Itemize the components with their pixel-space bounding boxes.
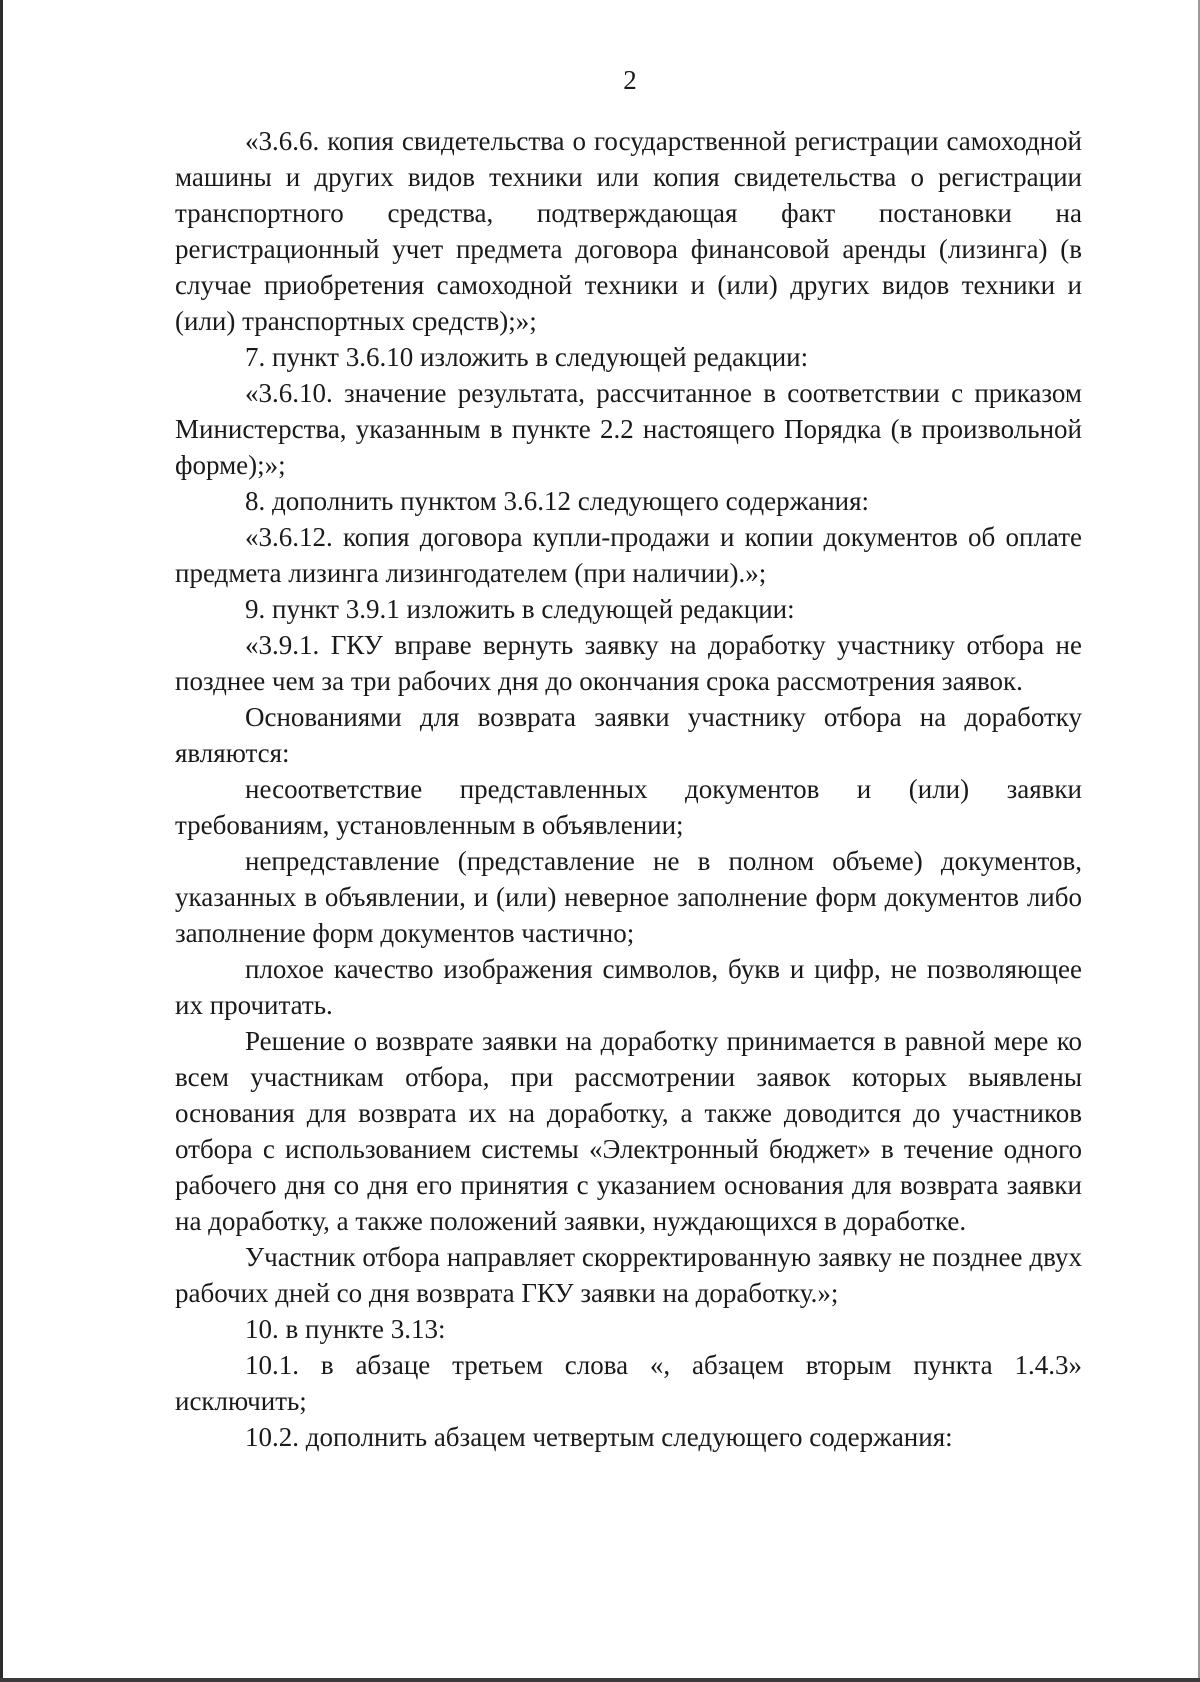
paragraph-item-9: 9. пункт 3.9.1 изложить в следующей редакции: xyxy=(245,594,795,624)
paragraph-ground-quality: плохое качество изображения символов, букв и цифр, не позволяющее их прочитать. xyxy=(175,954,1082,1020)
paragraph-3-6-12: «3.6.12. копия договора купли-продажи и копии документов об оплате предмета лизинга лизингодателем (при наличии).»; xyxy=(175,522,1082,588)
paragraph-resubmission: Участник отбора направляет скорректированную заявку не позднее двух рабочих дней со дня возврата ГКУ заявки на доработку.»; xyxy=(175,1242,1082,1308)
paragraph-3-6-6: «3.6.6. копия свидетельства о государственной регистрации самоходной машины и других видов техники или копия свидетельства о регистрации транспортного средства, подтверждающая факт постановки на регистрационный учет предмета договора финансовой аренды (лизинга) (в случае приобретения самоходной техники и (или) других видов техники и (или) транспортных средств);»; xyxy=(175,126,1082,336)
paragraph-grounds: Основаниями для возврата заявки участнику отбора на доработку являются: xyxy=(175,702,1082,768)
paragraph-ground-mismatch: несоответствие представленных документов и (или) заявки требованиям, установленным в объявлении; xyxy=(175,774,1082,840)
scan-edge-left xyxy=(0,0,3,1682)
paragraph-item-10-2: 10.2. дополнить абзацем четвертым следующего содержания: xyxy=(245,1422,953,1452)
paragraph-3-9-1: «3.9.1. ГКУ вправе вернуть заявку на доработку участнику отбора не позднее чем за три рабочих дня до окончания срока рассмотрения заявок. xyxy=(175,630,1082,696)
scan-edge-bottom xyxy=(0,1678,1200,1682)
document-body xyxy=(175,123,1082,1455)
page-number: 2 xyxy=(623,65,637,95)
paragraph-item-8: 8. дополнить пунктом 3.6.12 следующего содержания: xyxy=(245,486,870,516)
paragraph-decision: Решение о возврате заявки на доработку принимается в равной мере ко всем участникам отбора, при рассмотрении заявок которых выявлены основания для возврата их на доработку, а также доводится до участников отбора с использованием системы «Электронный бюджет» в течение одного рабочего дня со дня его принятия с указанием основания для возврата заявки на доработку, а также положений заявки, нуждающихся в доработке. xyxy=(175,1026,1082,1236)
paragraph-item-10: 10. в пункте 3.13: xyxy=(245,1314,446,1344)
paragraph-3-6-10: «3.6.10. значение результата, рассчитанное в соответствии с приказом Министерства, указанным в пункте 2.2 настоящего Порядка (в произвольной форме);»; xyxy=(175,378,1082,480)
paragraph-ground-missing: непредставление (представление не в полном объеме) документов, указанных в объявлении, и (или) неверное заполнение форм документов либо заполнение форм документов частично; xyxy=(175,846,1082,948)
paragraph-item-7: 7. пункт 3.6.10 изложить в следующей редакции: xyxy=(245,342,809,372)
paragraph-item-10-1: 10.1. в абзаце третьем слова «, абзацем вторым пункта 1.4.3» исключить; xyxy=(175,1350,1082,1416)
